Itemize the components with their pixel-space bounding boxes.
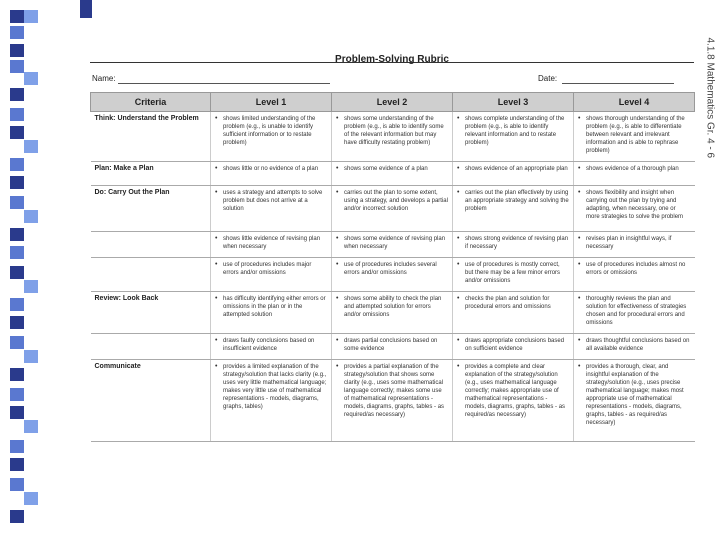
criteria-cell: Think: Understand the Problem — [91, 112, 211, 162]
criteria-cell — [91, 232, 211, 258]
table-row — [91, 232, 695, 258]
level-1-cell: • shows little or no evidence of a plan — [211, 162, 332, 186]
level-2-cell: • draws partial conclusions based on some evidence — [332, 334, 453, 360]
level-4-cell: • revises plan in insightful ways, if necessary — [574, 232, 695, 258]
criteria-cell: Do: Carry Out the Plan — [91, 186, 211, 232]
sidebar-label — [700, 37, 716, 262]
date-label: Date: — [538, 74, 558, 83]
table-row — [91, 162, 695, 186]
level-2-cell: • shows some understanding of the problem (e.g., is able to identify some of the relevant information but may have difficulty restating problem) — [332, 112, 453, 162]
decorative-top-bar — [80, 0, 92, 18]
criteria-cell: Plan: Make a Plan — [91, 162, 211, 186]
level-1-cell: • uses a strategy and attempts to solve problem but does not arrive at a solution — [211, 186, 332, 232]
table-row — [91, 112, 695, 162]
sidebar-text: 4.1.8 Mathematics Gr. 4 - 6 — [704, 37, 716, 159]
name-line — [118, 83, 330, 84]
decorative-square-strip — [0, 0, 80, 540]
level-1-cell: • has difficulty identifying either errors or omissions in the plan or in the attempted solution — [211, 292, 332, 334]
criteria-cell — [91, 334, 211, 360]
level-2-cell: • shows some ability to check the plan and attempted solution for errors and/or omissions — [332, 292, 453, 334]
criteria-cell: Review: Look Back — [91, 292, 211, 334]
level-3-cell: • shows strong evidence of revising plan if necessary — [453, 232, 574, 258]
table-row — [91, 186, 695, 232]
rubric-table — [90, 92, 695, 442]
level-1-cell: • draws faulty conclusions based on insufficient evidence — [211, 334, 332, 360]
level-4-cell: • thoroughly reviews the plan and solution for effectiveness of strategies chosen and for procedural errors and omissions — [574, 292, 695, 334]
level-4-cell: • shows evidence of a thorough plan — [574, 162, 695, 186]
header-level-3: Level 3 — [453, 93, 574, 112]
level-3-cell: • shows evidence of an appropriate plan — [453, 162, 574, 186]
date-line — [562, 83, 674, 84]
header-row — [91, 93, 695, 112]
criteria-cell — [91, 258, 211, 292]
level-3-cell: • carries out the plan effectively by using an appropriate strategy and solving the problem — [453, 186, 574, 232]
rubric-sheet — [90, 46, 694, 478]
level-3-cell: • draws appropriate conclusions based on sufficient evidence — [453, 334, 574, 360]
level-4-cell: • provides a thorough, clear, and insightful explanation of the strategy/solution (e.g., uses precise mathematical language; makes most appropriate use of mathematical representations - models, diagrams, graphs, tables - as required/as necessary) — [574, 360, 695, 442]
table-row — [91, 258, 695, 292]
level-1-cell: • shows little evidence of revising plan when necessary — [211, 232, 332, 258]
level-1-cell: • use of procedures includes major errors and/or omissions — [211, 258, 332, 292]
header-criteria: Criteria — [91, 93, 211, 112]
level-1-cell: • shows limited understanding of the problem (e.g., is unable to identify sufficient information or to restate problem) — [211, 112, 332, 162]
level-2-cell: • carries out the plan to some extent, using a strategy, and develops a partial and/or incorrect solution — [332, 186, 453, 232]
level-3-cell: • provides a complete and clear explanation of the strategy/solution (e.g., uses mathematical language correctly; makes appropriate use of mathematical representations - models, diagrams, graphs, tables - as required/as necessary) — [453, 360, 574, 442]
table-row — [91, 292, 695, 334]
criteria-cell: Communicate — [91, 360, 211, 442]
table-row — [91, 334, 695, 360]
table-row — [91, 360, 695, 442]
level-2-cell: • use of procedures includes several errors and/or omissions — [332, 258, 453, 292]
level-4-cell: • shows thorough understanding of the problem (e.g., is able to differentiate between relevant and irrelevant information and is able to rephrase problem) — [574, 112, 695, 162]
level-1-cell: • provides a limited explanation of the strategy/solution that lacks clarity (e.g., uses very little mathematical language; makes very little use of mathematical representations - models, diagrams, graphs, tables) — [211, 360, 332, 442]
header-level-4: Level 4 — [574, 93, 695, 112]
level-2-cell: • shows some evidence of revising plan when necessary — [332, 232, 453, 258]
level-4-cell: • use of procedures includes almost no errors or omissions — [574, 258, 695, 292]
level-4-cell: • draws thoughtful conclusions based on all available evidence — [574, 334, 695, 360]
level-2-cell: • provides a partial explanation of the strategy/solution that shows some clarity (e.g., uses some mathematical language correctly; makes some use of mathematical representations - models, diagrams, graphs, tables - as required/as necessary) — [332, 360, 453, 442]
level-4-cell: • shows flexibility and insight when carrying out the plan by trying and adapting, when necessary, one or more strategies to solve the problem — [574, 186, 695, 232]
page-title: Problem-Solving Rubric — [335, 54, 449, 65]
level-3-cell: • checks the plan and solution for procedural errors and omissions — [453, 292, 574, 334]
level-3-cell: • shows complete understanding of the problem (e.g., is able to identify relevant information and to restate problem) — [453, 112, 574, 162]
header-level-1: Level 1 — [211, 93, 332, 112]
level-2-cell: • shows some evidence of a plan — [332, 162, 453, 186]
header-level-2: Level 2 — [332, 93, 453, 112]
level-3-cell: • use of procedures is mostly correct, but there may be a few minor errors and/or omissions — [453, 258, 574, 292]
name-label: Name: — [92, 74, 116, 83]
